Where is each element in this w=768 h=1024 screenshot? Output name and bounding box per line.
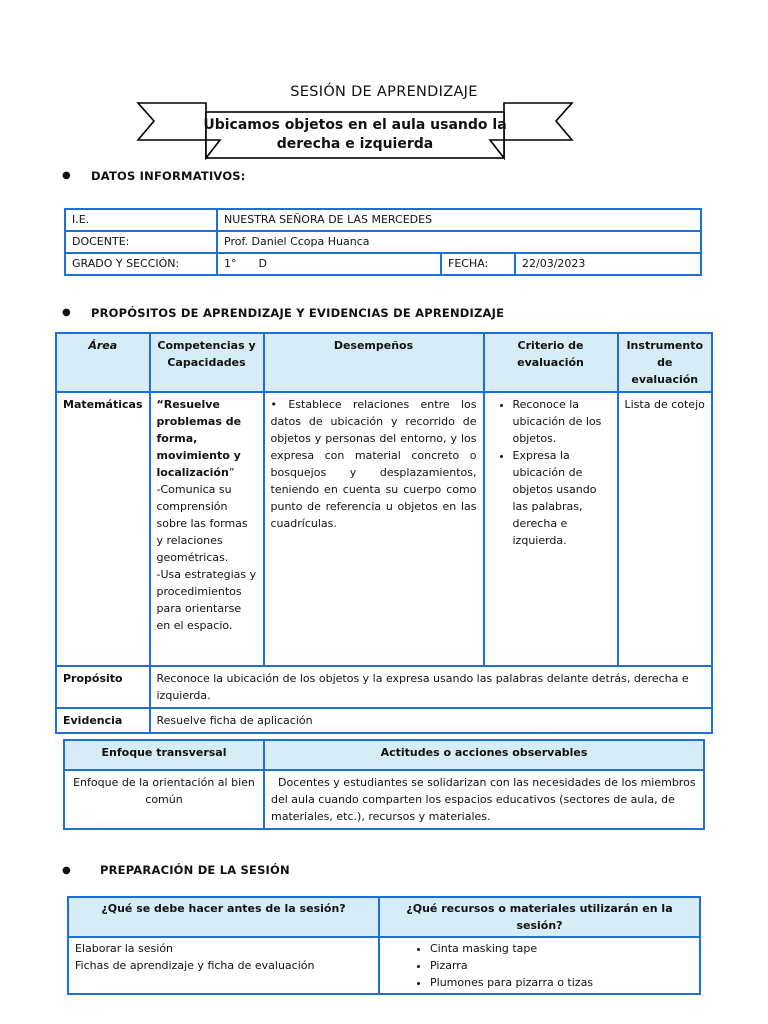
antes-cell xyxy=(68,937,379,994)
grado-value xyxy=(217,253,441,275)
antes-header: ¿Qué se debe hacer antes de la sesión? xyxy=(68,897,379,937)
actitudes-header: Actitudes o acciones observables xyxy=(264,740,704,770)
seccion-letter: D xyxy=(258,257,267,270)
capacidad-1: -Comunica su comprensión sobre las formas y relaciones geométricas. xyxy=(156,483,248,564)
ie-label: I.E. xyxy=(65,209,217,231)
criterio-item: • Reconoce la ubicación de los objetos. xyxy=(513,396,611,447)
section-heading-preparacion: PREPARACIÓN DE LA SESIÓN xyxy=(100,863,290,877)
criterio-item: • Expresa la ubicación de objetos usando las palabras, derecha e izquierda. xyxy=(513,447,611,549)
capacidad-2: -Usa estrategias y procedimientos para orientarse en el espacio. xyxy=(156,568,257,632)
enfoque-header: Enfoque transversal xyxy=(64,740,264,770)
header-competencias: Competencias y Capacidades xyxy=(150,333,264,392)
recurso-item: • Cinta masking tape xyxy=(430,940,693,957)
ie-value: NUESTRA SEÑORA DE LAS MERCEDES xyxy=(217,209,701,231)
recursos-header: ¿Qué recursos o materiales utilizarán en la sesión? xyxy=(379,897,700,937)
criterios-list xyxy=(491,396,611,549)
actitud-value xyxy=(264,770,704,829)
competencia-text: “Resuelve problemas de forma, movimiento y localización xyxy=(156,398,242,479)
page-title: SESIÓN DE APRENDIZAJE xyxy=(290,84,478,100)
proposito-value: Reconoce la ubicación de los objetos y la expresa usando las palabras delante detrás, derecha e izquierda. xyxy=(150,666,713,708)
bullet-icon: ● xyxy=(62,865,71,876)
banner-title-line1: Ubicamos objetos en el aula usando la xyxy=(203,117,507,133)
competencia-close-quote: ” xyxy=(228,466,235,479)
recursos-cell xyxy=(379,937,700,994)
preparacion-table xyxy=(67,896,701,995)
banner-title-line2: derecha e izquierda xyxy=(276,136,434,152)
instrumento-value: Lista de cotejo xyxy=(618,392,713,666)
criterios-cell xyxy=(484,392,618,666)
docente-value: Prof. Daniel Ccopa Huanca xyxy=(217,231,701,253)
header-criterio: Criterio de evaluación xyxy=(484,333,618,392)
section-heading-datos: DATOS INFORMATIVOS: xyxy=(91,169,246,183)
header-area: Área xyxy=(56,333,150,392)
actitud-text: Docentes y estudiantes se solidarizan con las necesidades de los miembros del aula cuando comparten los espacios educativos (sectores de aula, de materiales, etc.), recursos y materiales. xyxy=(271,776,696,823)
propositos-table xyxy=(55,332,713,734)
enfoque-name: Enfoque de la orientación al bien común xyxy=(64,770,264,829)
grado-label: GRADO Y SECCIÓN: xyxy=(65,253,217,275)
header-desempenos: Desempeños xyxy=(264,333,484,392)
desempeno-value: • Establece relaciones entre los datos de ubicación y recorrido de objetos y personas del entorno, y los expresa con material concreto o bosquejos y desplazamientos, teniendo en cuenta su cuerpo como punto de referencia u objetos en las cuadrículas. xyxy=(264,392,484,666)
header-instrumento: Instrumento de evaluación xyxy=(618,333,713,392)
enfoque-table xyxy=(63,739,705,830)
bullet-icon: ● xyxy=(62,170,71,181)
evidencia-label: Evidencia xyxy=(56,708,150,733)
title-banner xyxy=(136,100,574,162)
recurso-item: • Pizarra xyxy=(430,957,693,974)
competencias-cell xyxy=(150,392,264,666)
antes-item: Elaborar la sesión xyxy=(75,942,174,955)
docente-label: DOCENTE: xyxy=(65,231,217,253)
section-heading-propositos: PROPÓSITOS DE APRENDIZAJE Y EVIDENCIAS DE APRENDIZAJE xyxy=(91,306,505,320)
evidencia-value: Resuelve ficha de aplicación xyxy=(150,708,713,733)
area-value: Matemáticas xyxy=(56,392,150,666)
info-table xyxy=(64,208,702,276)
antes-item: Fichas de aprendizaje y ficha de evaluación xyxy=(75,959,315,972)
fecha-value: 22/03/2023 xyxy=(515,253,701,275)
proposito-label: Propósito xyxy=(56,666,150,708)
bullet-icon: ● xyxy=(62,307,71,318)
grado-number: 1° xyxy=(224,257,237,270)
recursos-list xyxy=(386,940,693,991)
recurso-item: • Plumones para pizarra o tizas xyxy=(430,974,693,991)
fecha-label: FECHA: xyxy=(441,253,515,275)
